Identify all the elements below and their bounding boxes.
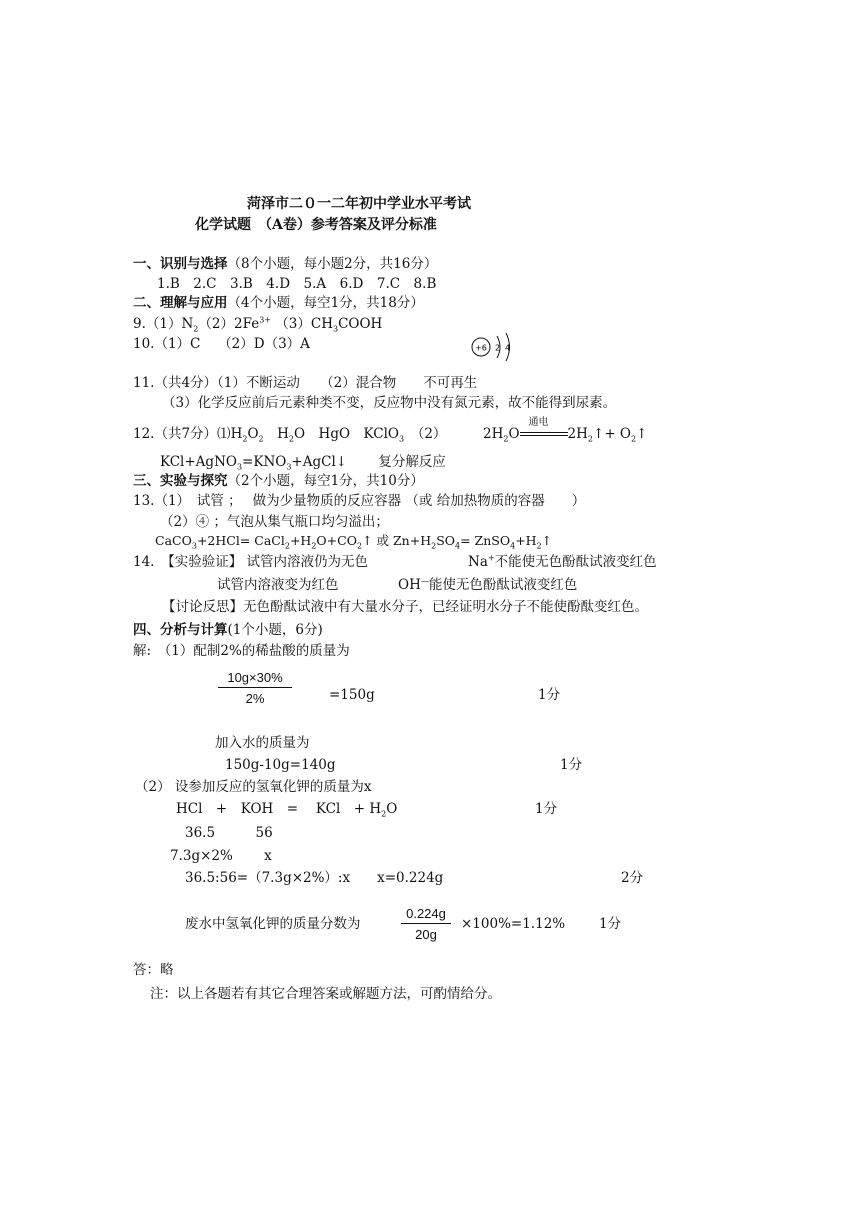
q11-line2: （3）化学反应前后元素种类不变，反应物中没有氮元素，故不能得到尿素。 bbox=[162, 395, 617, 411]
fraction-mass-percent bbox=[401, 906, 451, 942]
section-2-heading: 二、理解与应用（4个小题，每空1分，共18分） bbox=[133, 295, 424, 311]
reaction-equation: HCl + KOH = KCl + $H_2O$ bbox=[176, 801, 398, 819]
q12-equation: $2H_2O$ 通电 $2H_2↑+$ $O_2↑$ bbox=[483, 416, 648, 444]
molar-masses: 36.5 56 bbox=[185, 825, 273, 841]
q14-reflection: 【讨论反思】无色酚酞试液中有大量水分子，已经证明水分子不能使酚酞变红色。 bbox=[162, 599, 648, 615]
q11-line1: 11.（共4分）（1）不断运动 （2）混合物 不可再生 bbox=[133, 375, 478, 391]
fraction-dilution bbox=[218, 670, 292, 706]
reaction-condition: 通电 bbox=[528, 416, 549, 428]
solution-part2: （2） 设参加反应的氢氧化钾的质量为x bbox=[135, 779, 372, 795]
mass-fraction-label: 废水中氢氧化钾的质量分数为 bbox=[185, 916, 361, 932]
given-quantities: 7.3g×2% x bbox=[170, 848, 272, 864]
water-mass-calc: 150g-10g=140g bbox=[225, 757, 336, 773]
fraction-mass-numerator: 0.224g bbox=[401, 906, 451, 924]
score-4: 2分 bbox=[621, 870, 644, 886]
page-subtitle: 化学试题 （A卷）参考答案及评分标准 bbox=[195, 217, 437, 233]
score-3: 1分 bbox=[535, 801, 558, 817]
answer-line: 答：略 bbox=[133, 962, 174, 978]
page-title: 菏泽市二０一二年初中学业水平考试 bbox=[247, 196, 471, 212]
water-mass-label: 加入水的质量为 bbox=[215, 735, 310, 751]
fraction-dilution-denominator: 2% bbox=[245, 691, 265, 706]
section-4-heading: 四、分析与计算(1个小题，6分) bbox=[133, 622, 323, 638]
ratio-calc: 36.5:56=（7.3g×2%）:x x=0.224g bbox=[185, 870, 444, 886]
q9-line: $9.(1)N_2(2)2Fe^{3+}$ $(3)CH_3COOH$ bbox=[133, 315, 383, 334]
q12-line1: 12.（共7分）$⑴H_2O_2$ $H_2O$ HgO KClO$_3$ （2） bbox=[133, 426, 447, 444]
mass-fraction-result: ×100%=1.12% bbox=[461, 916, 566, 932]
section-3-heading: 三、实验与探究（2个小题，每空1分，共10分） bbox=[133, 473, 424, 489]
solution-part1: 解: （1）配制2%的稀盐酸的质量为 bbox=[133, 643, 350, 659]
score-5: 1分 bbox=[599, 916, 622, 932]
q13-line1: 13.（1） 试管 ； 做为少量物质的反应容器 （或 给加热物质的容器 ） bbox=[133, 493, 586, 509]
section-1-answers: 1.B 2.C 3.B 4.D 5.A 6.D 7.C 8.B bbox=[157, 276, 437, 292]
q13-line2: （2）④ ；气泡从集气瓶口均匀溢出； bbox=[160, 514, 389, 530]
atom-nucleus-label: +6 bbox=[475, 343, 487, 353]
q14-line2: 试管内溶液变为红色 bbox=[217, 577, 339, 593]
fraction-dilution-numerator: 10g×30% bbox=[218, 670, 292, 688]
q10-line: 10.（1）C （2）D（3）A bbox=[133, 336, 310, 352]
section-1-heading: 一、识别与选择（8个小题，每小题2分，共16分） bbox=[133, 256, 438, 272]
q12-line2: $KCl+AgNO_3=KNO_3+AgCl↓$ 复分解反应 bbox=[160, 454, 446, 472]
score-1: 1分 bbox=[538, 687, 561, 703]
dilution-result: =150g bbox=[329, 687, 375, 703]
q14-line1: 14. 【实验验证】 试管内溶液仍为无色 bbox=[133, 554, 369, 570]
q13-equations: CaCO$_3$+2HCl= $CaCl_2+H_2O+CO_2↑$ 或 $Zn+H_2SO_4=$ $ZnSO_4+H_2↑$ bbox=[155, 533, 553, 551]
fraction-mass-denominator: 20g bbox=[415, 927, 437, 942]
carbon-atom-structure-icon bbox=[470, 330, 520, 364]
atom-shell-2-label: 4 bbox=[505, 343, 511, 353]
score-2: 1分 bbox=[560, 757, 583, 773]
q14-conclusion2: OH—能使无色酚酞试液变红色 bbox=[398, 576, 578, 593]
q14-conclusion1: Na+不能使无色酚酞试液变红色 bbox=[468, 553, 657, 570]
grading-note: 注：以上各题若有其它合理答案或解题方法，可酌情给分。 bbox=[150, 986, 501, 1002]
atom-shell-1-label: 2 bbox=[495, 343, 501, 353]
